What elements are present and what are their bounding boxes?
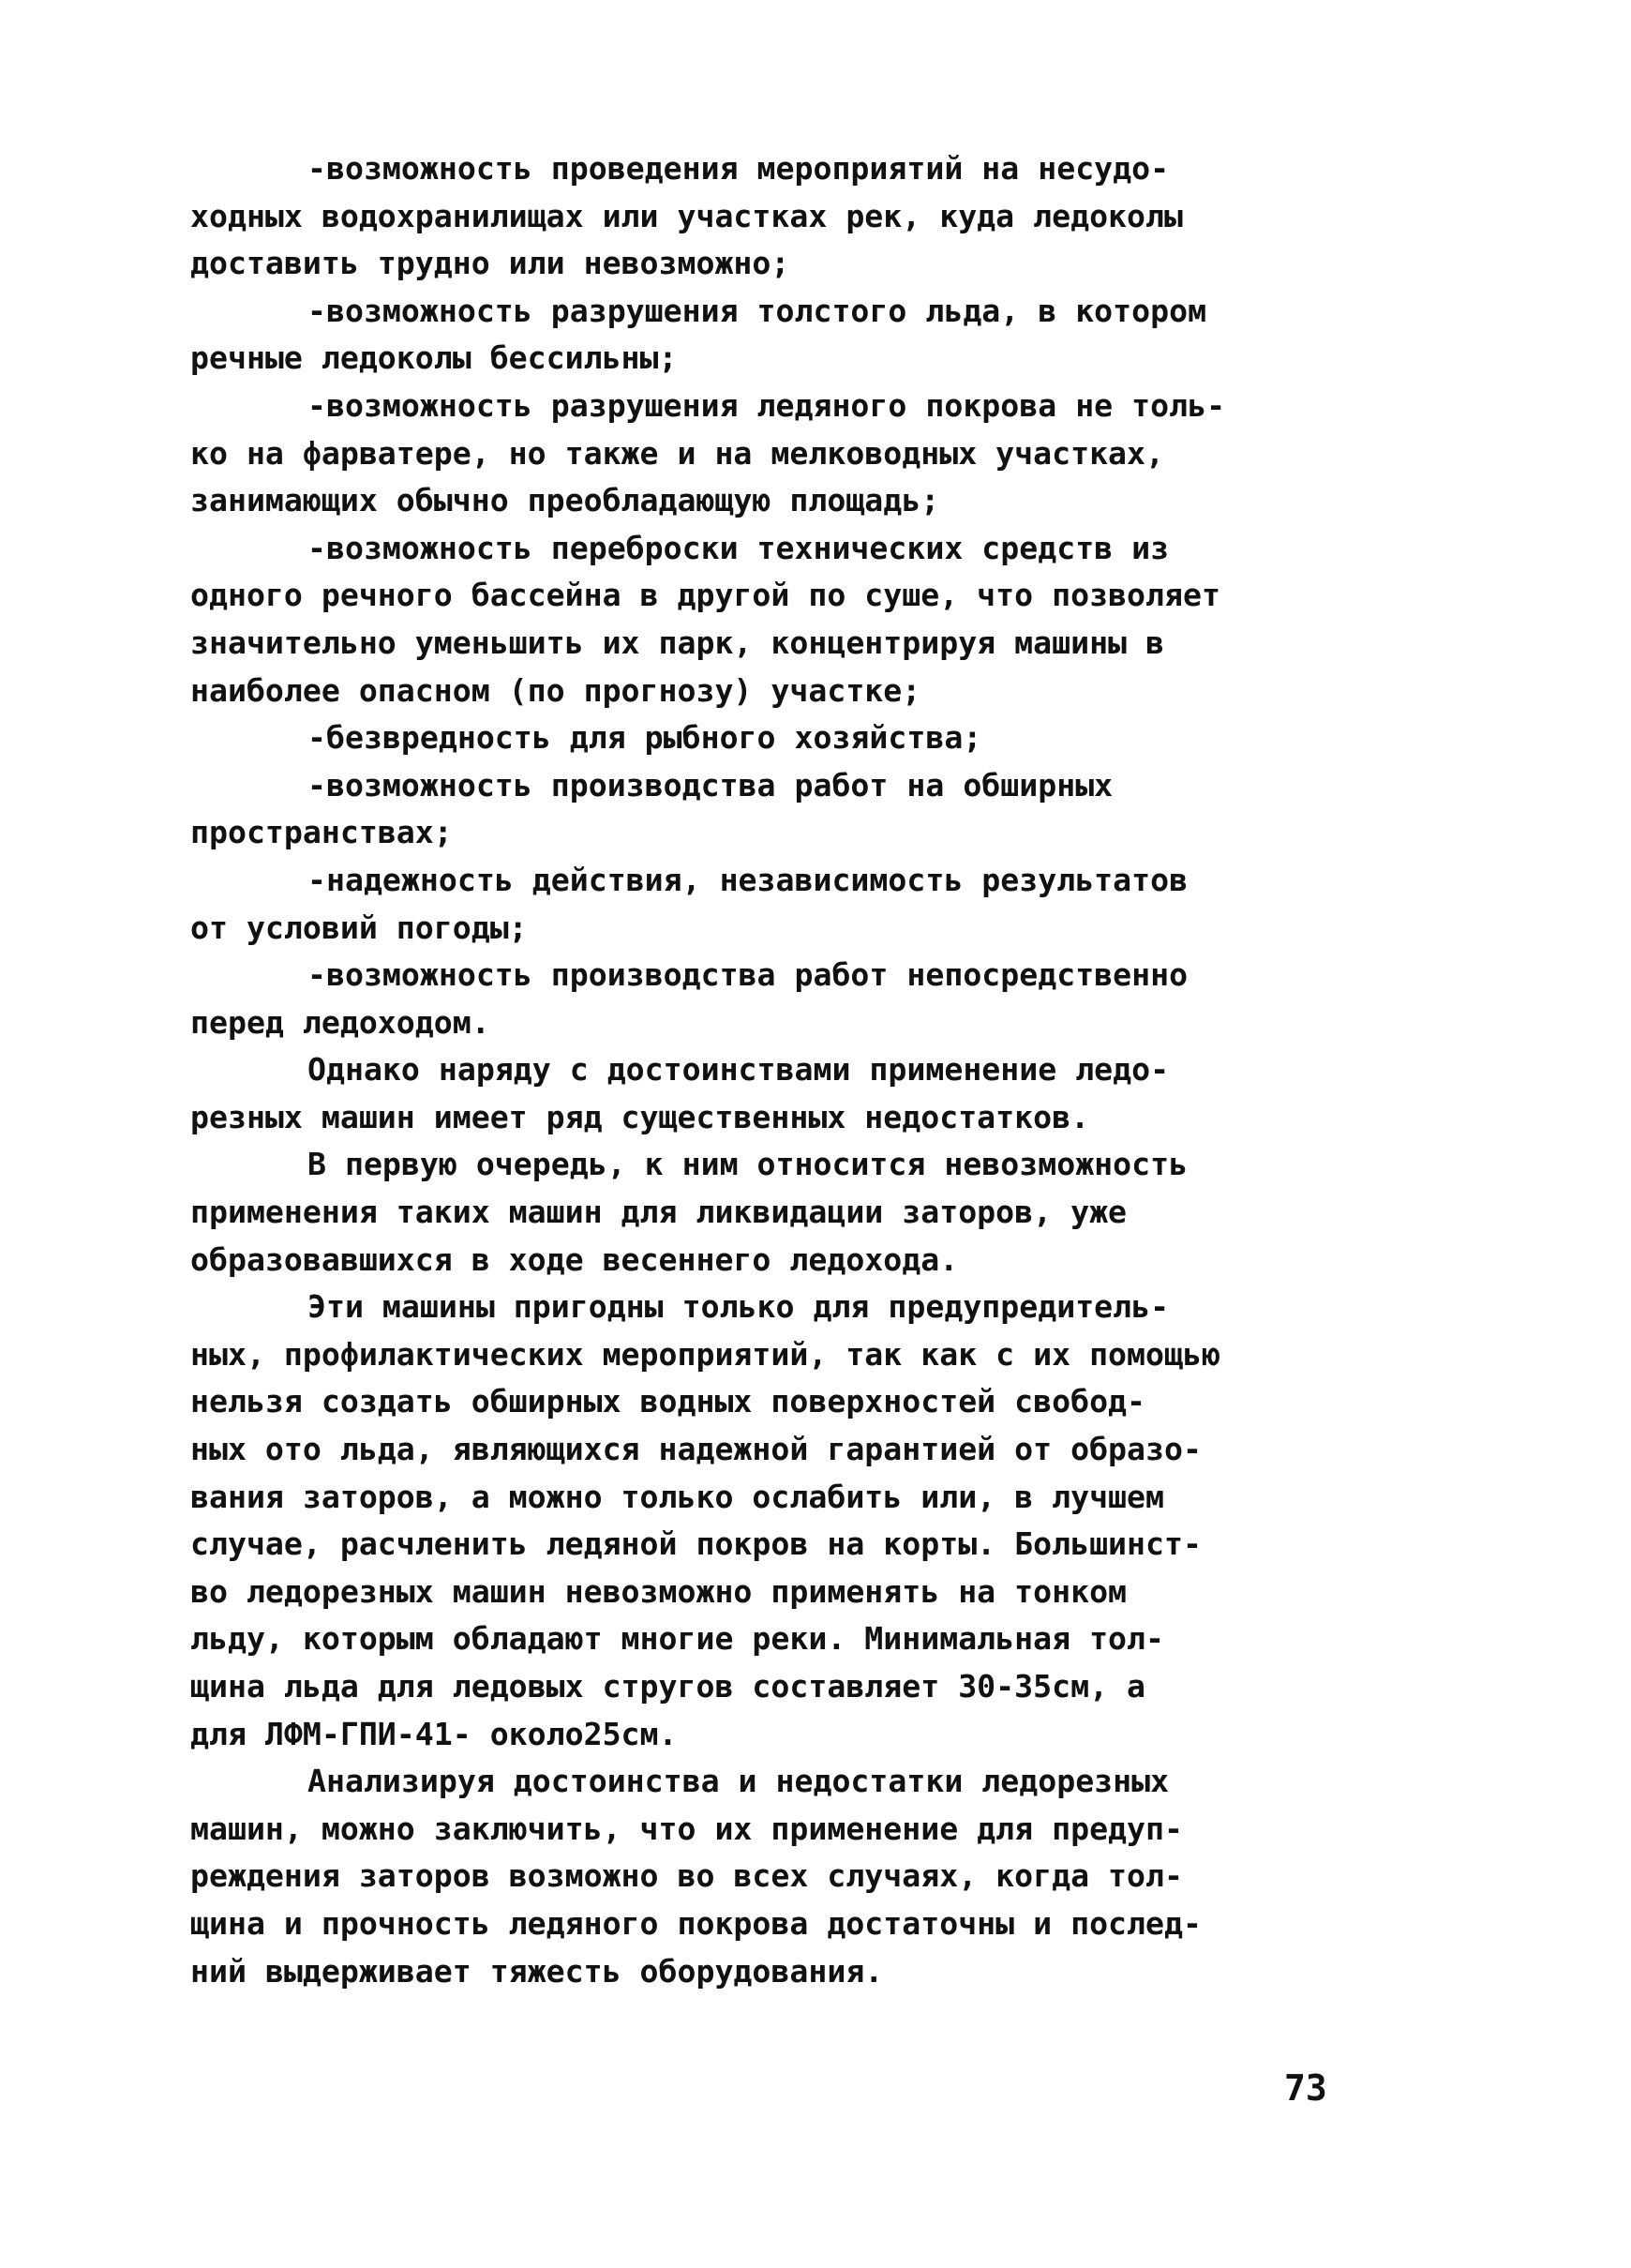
text-line: образовавшихся в ходе весеннего ледохода.: [190, 1240, 959, 1278]
text-line: вания заторов, а можно только ослабить или, в лучшем: [190, 1478, 1164, 1515]
page-body: [190, 145, 1437, 1995]
paragraph-10: [190, 1141, 1437, 1284]
paragraph-12: [190, 1758, 1437, 1995]
paragraph-8: [190, 952, 1437, 1046]
text-line: для ЛФМ-ГПИ-41- около25см.: [190, 1715, 678, 1752]
paragraph-4: [190, 525, 1437, 714]
text-line: -возможность разрушения ледяного покрова не толь-: [307, 386, 1226, 424]
text-line: -надежность действия, независимость результатов: [307, 861, 1189, 898]
paragraph-5: [190, 714, 1437, 762]
text-line: занимающих обычно преобладающую площадь;: [190, 482, 940, 519]
text-line: ний выдерживает тяжесть оборудования.: [190, 1952, 884, 1990]
text-line: доставить трудно или невозможно;: [190, 245, 790, 282]
text-line: -безвредность для рыбного хозяйства;: [307, 719, 982, 757]
text-line: ных, профилактических мероприятий, так как с их помощью: [190, 1335, 1220, 1373]
text-line: ко на фарватере, но также и на мелководных участках,: [190, 434, 1164, 472]
paragraph-7: [190, 857, 1437, 952]
text-line: -возможность производства работ на обширных: [307, 766, 1114, 804]
text-line: -возможность переброски технических средств из: [307, 529, 1170, 566]
paragraph-6: [190, 762, 1437, 857]
paragraph-11: [190, 1284, 1437, 1758]
paragraph-9: [190, 1046, 1437, 1141]
text-line: перед ледоходом.: [190, 1003, 490, 1041]
text-line: Однако наряду с достоинствами применение ледо-: [307, 1051, 1170, 1089]
text-line: машин, можно заключить, что их применение для предуп-: [190, 1810, 1183, 1847]
text-line: пространствах;: [190, 814, 453, 851]
text-line: резных машин имеет ряд существенных недостатков.: [190, 1098, 1090, 1135]
text-line: -возможность проведения мероприятий на несудо-: [307, 150, 1170, 187]
text-line: от условий погоды;: [190, 909, 528, 946]
text-line: ных ото льда, являющихся надежной гарантией от образо-: [190, 1431, 1202, 1468]
text-line: Эти машины пригодны только для предупредитель-: [307, 1288, 1170, 1326]
text-line: щина и прочность ледяного покрова достаточны и послед-: [190, 1904, 1202, 1942]
paragraph-2: [190, 288, 1437, 383]
paragraph-1: [190, 145, 1437, 288]
page-number: 73: [1284, 2067, 1327, 2109]
text-line: одного речного бассейна в другой по суше, что позволяет: [190, 577, 1220, 614]
text-line: наиболее опасном (по прогнозу) участке;: [190, 671, 921, 709]
text-line: -возможность разрушения толстого льда, в котором: [307, 292, 1207, 329]
text-line: льду, которым обладают многие реки. Минимальная тол-: [190, 1620, 1164, 1658]
text-line: нельзя создать обширных водных поверхностей свобод-: [190, 1383, 1146, 1420]
text-line: применения таких машин для ликвидации заторов, уже: [190, 1194, 1128, 1231]
text-line: реждения заторов возможно во всех случаях, когда тол-: [190, 1857, 1183, 1895]
text-line: значительно уменьшить их парк, концентрируя машины в: [190, 623, 1164, 661]
text-line: Анализируя достоинства и недостатки ледорезных: [307, 1763, 1170, 1800]
text-line: В первую очередь, к ним относится невозможность: [307, 1146, 1189, 1183]
paragraph-3: [190, 383, 1437, 525]
text-line: щина льда для ледовых стругов составляет 30-35см, а: [190, 1668, 1146, 1705]
text-line: случае, расчленить ледяной покров на корты. Большинст-: [190, 1525, 1202, 1563]
text-line: речные ледоколы бессильны;: [190, 339, 678, 377]
text-line: во ледорезных машин невозможно применять на тонком: [190, 1572, 1128, 1610]
text-line: -возможность производства работ непосредственно: [307, 956, 1189, 994]
text-line: ходных водохранилищах или участках рек, куда ледоколы: [190, 197, 1183, 234]
